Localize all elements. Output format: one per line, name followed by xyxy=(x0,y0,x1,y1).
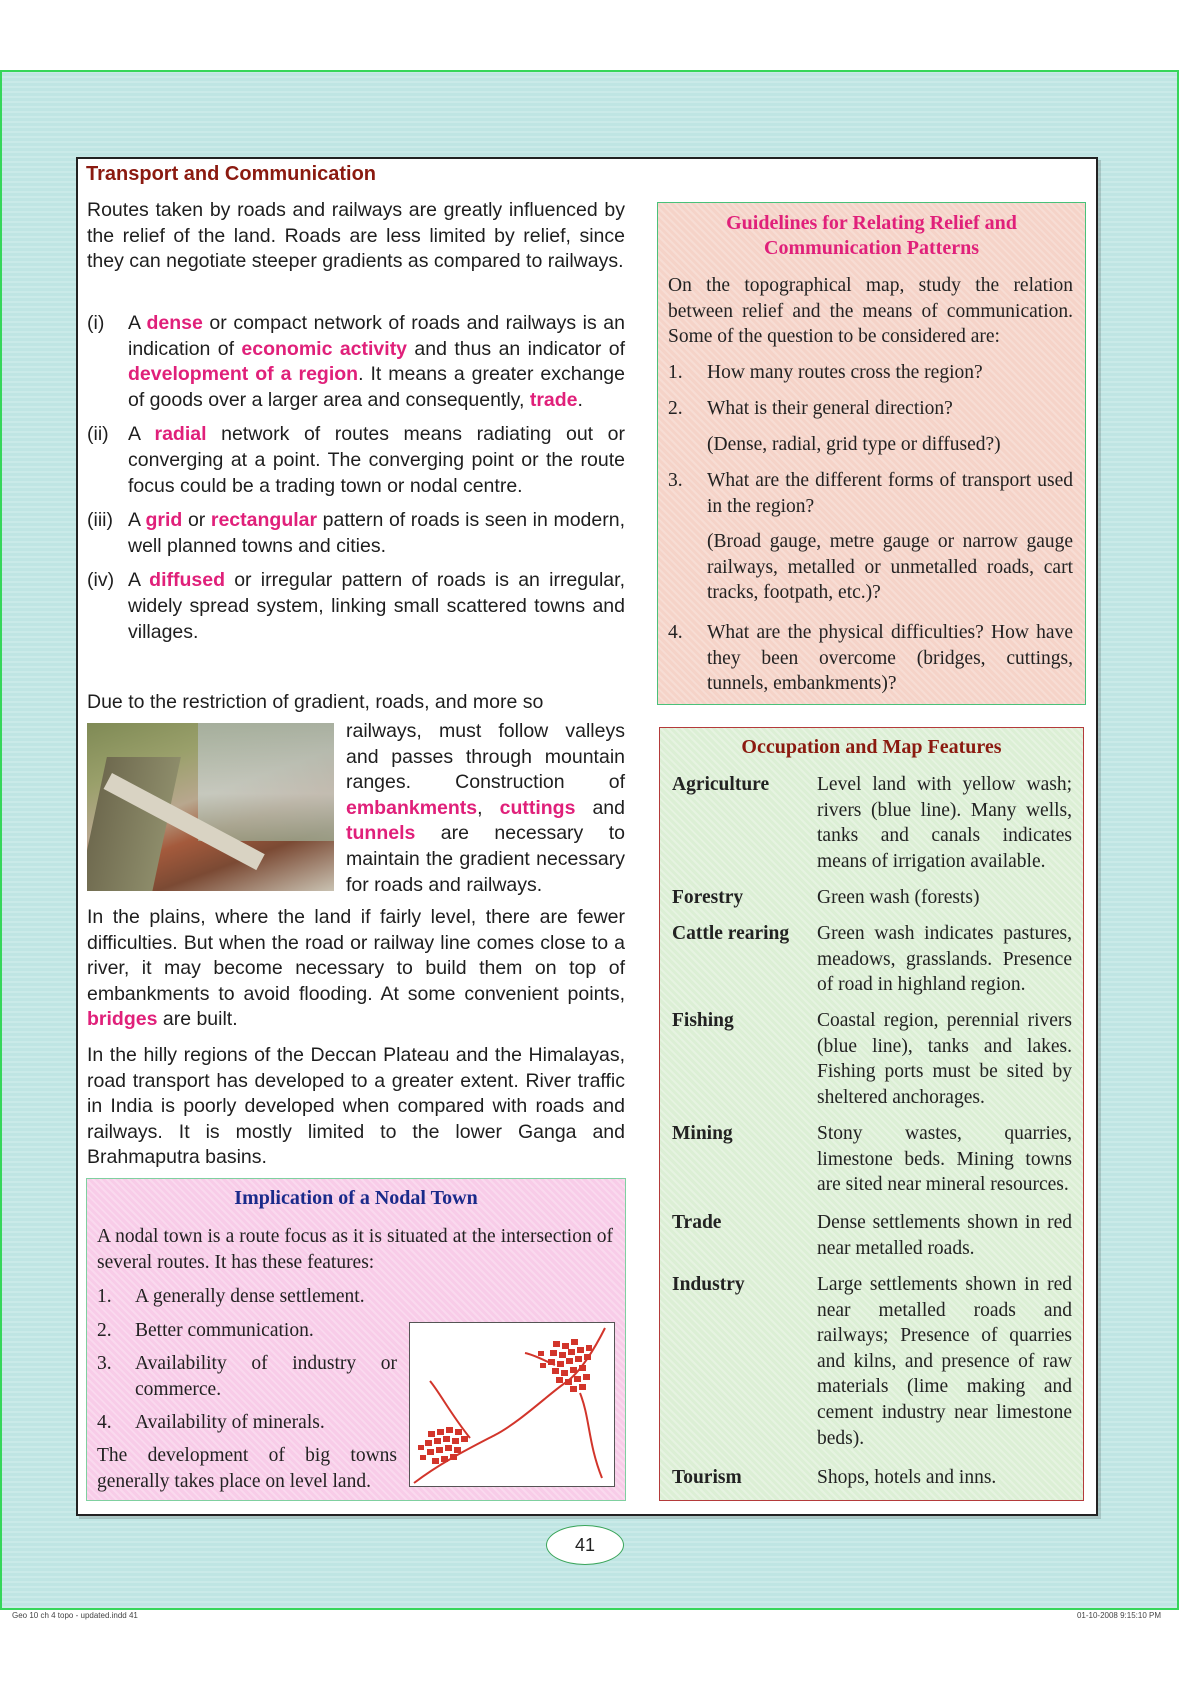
list-item: (ii) A radial network of routes means radiating out or converging at a point. The converging point or the route focus could be a trading town or nodal centre. xyxy=(87,423,625,497)
occupation-title: Occupation and Map Features xyxy=(741,736,1002,758)
list-item: 1. How many routes cross the region? xyxy=(668,362,983,383)
highlight-term: cuttings xyxy=(499,796,576,819)
highlight-term: tunnels xyxy=(346,822,416,845)
list-item: 4. What are the physical difficulties? How have they been overcome (bridges, cuttings, tunnels, embankments)? xyxy=(668,622,1073,695)
list-item: 2. What is their general direction? (Dense, radial, grid type or diffused?) xyxy=(668,398,1001,455)
slug-filename: Geo 10 ch 4 topo - updated.indd 41 xyxy=(12,1611,138,1620)
table-row: Agriculture Level land with yellow wash; rivers (blue line). Many wells, tanks and canals indicates means of irrigation available. xyxy=(672,774,1072,872)
occupation-box xyxy=(659,727,1084,1501)
highlight-term: diffused xyxy=(149,569,225,592)
settlement-cluster xyxy=(418,1427,468,1464)
highlight-term: rectangular xyxy=(210,509,318,532)
table-row: Mining Stony wastes, quarries, limestone beds. Mining towns are sited near mineral resources. xyxy=(672,1123,1072,1196)
nodal-town-box xyxy=(86,1178,626,1501)
list-item: (iii) A grid or rectangular pattern of roads is seen in modern, well planned towns and cities. xyxy=(87,509,625,557)
page-number: 41 xyxy=(546,1525,624,1565)
point-number: (iv) xyxy=(87,569,115,592)
point-number: (ii) xyxy=(87,423,109,446)
list-item: 3. Availability of industry or commerce. xyxy=(97,1353,397,1400)
list-item: 2. Better communication. xyxy=(97,1319,314,1341)
highlight-term: trade xyxy=(529,388,578,411)
table-row: Trade Dense settlements shown in red near metalled roads. xyxy=(672,1212,1072,1259)
point-number: (iii) xyxy=(87,509,113,532)
plains-paragraph: In the plains, where the land if fairly level, there are fewer difficulties. But when the road or railway line comes close to a river, it may become necessary to build them on top of embankments to avoid flooding. At some convenient points, bridges are built. xyxy=(87,906,625,1031)
route-line xyxy=(580,1393,602,1478)
list-item: 4. Availability of minerals. xyxy=(97,1412,325,1434)
table-row: Forestry Green wash (forests) xyxy=(672,887,980,908)
points-list xyxy=(87,311,625,654)
settlement-cluster xyxy=(538,1339,592,1392)
gradient-lead: Due to the restriction of gradient, roads, and more so xyxy=(87,691,544,713)
hilly-paragraph: In the hilly regions of the Deccan Plateau and the Himalayas, road transport has developed to a greater extent. River traffic in India is poorly developed when compared with roads and railways. It is mostly limited to the lower Ganga and Brahmaputra basins. xyxy=(87,1044,625,1169)
guidelines-intro: On the topographical map, study the relation between relief and the means of communication. Some of the question to be considered are: xyxy=(668,275,1073,348)
list-item: 1. A generally dense settlement. xyxy=(97,1286,365,1307)
list-item: (i) A dense or compact network of roads and railways is an indication of economic activity and thus an indicator of development of a region. It means a greater exchange of goods over a larger area and consequently, trade. xyxy=(87,312,625,411)
table-row: Industry Large settlements shown in red near metalled roads and railways; Presence of quarries and kilns, and presence of raw materials (lime making and cement industry near limestone beds). xyxy=(672,1274,1072,1449)
highlight-term: development of a region xyxy=(128,363,359,386)
highlight-term: grid xyxy=(145,509,183,532)
nodal-intro: A nodal town is a route focus as it is situated at the intersection of several routes. It has these features: xyxy=(97,1226,613,1273)
nodal-list xyxy=(97,1284,397,1444)
highlight-term: radial xyxy=(154,423,207,446)
gradient-paragraph: railways, must follow valleys and passes through mountain ranges. Construction of embankments, cuttings and tunnels are necessary to maintain the gradient necessary for roads and railways. xyxy=(346,720,625,896)
point-number: (i) xyxy=(87,312,105,334)
section-title: Transport and Communication xyxy=(86,163,377,185)
nodal-closing: The development of big towns generally takes place on level land. xyxy=(97,1445,397,1492)
highlight-term: economic activity xyxy=(241,337,408,360)
embankment-photo xyxy=(87,723,334,891)
highlight-term: embankments xyxy=(346,796,478,819)
guidelines-box xyxy=(657,202,1086,705)
highlight-term: bridges xyxy=(87,1008,158,1031)
slug-timestamp: 01-10-2008 9:15:10 PM xyxy=(1076,1611,1161,1620)
highlight-term: dense xyxy=(146,312,203,334)
list-item: 3. What are the different forms of transport used in the region? (Broad gauge, metre gauge or narrow gauge railways, metalled or unmetalled roads, cart tracks, footpath, etc.)? xyxy=(668,470,1073,604)
nodal-box-title: Implication of a Nodal Town xyxy=(234,1187,478,1209)
table-row: Cattle rearing Green wash indicates pastures, meadows, grasslands. Presence of road in highland region. xyxy=(672,923,1072,996)
nodal-town-diagram xyxy=(409,1322,615,1487)
table-row: Tourism Shops, hotels and inns. xyxy=(672,1467,997,1488)
intro-paragraph: Routes taken by roads and railways are greatly influenced by the relief of the land. Roads are less limited by relief, since they can negotiate steeper gradients as compared to railways. xyxy=(87,199,625,273)
guidelines-title: Guidelines for Relating Relief and Communication Patterns xyxy=(726,212,1017,259)
table-row: Fishing Coastal region, perennial rivers (blue line), tanks and lakes. Fishing ports must be sited by sheltered anchorages. xyxy=(672,1010,1072,1108)
list-item: (iv) A diffused or irregular pattern of roads is an irregular, widely spread system, linking small scattered towns and villages. xyxy=(87,569,625,643)
